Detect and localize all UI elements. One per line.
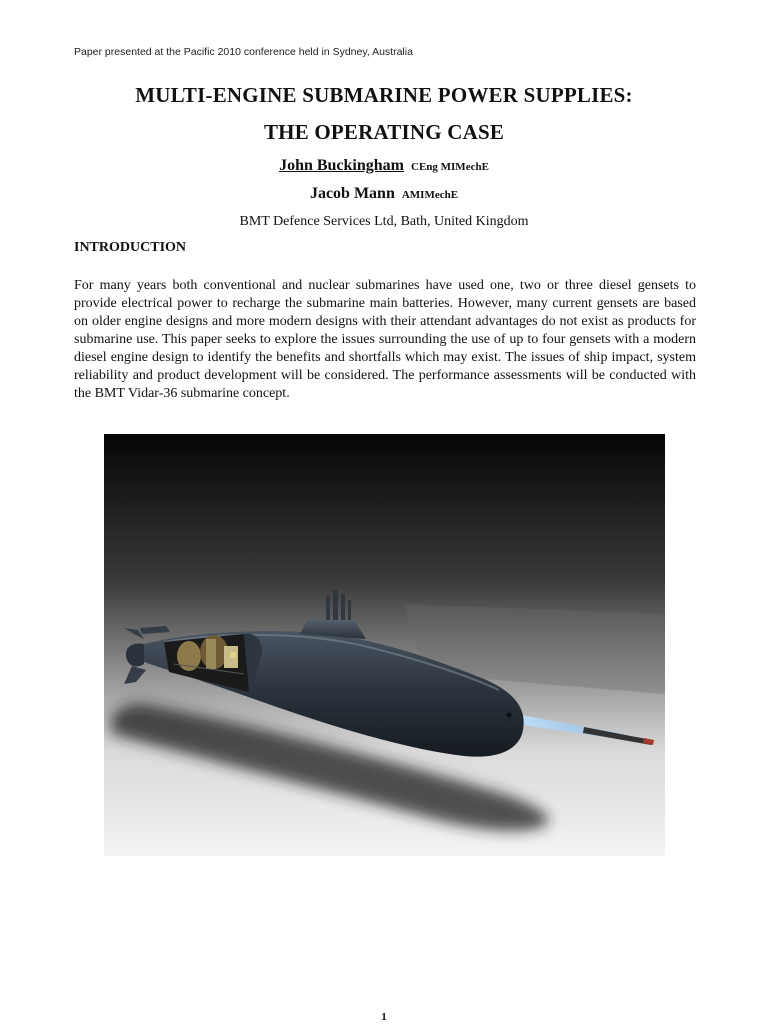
author-1-credentials: CEng MIMechE — [411, 161, 489, 173]
paper-title-line-1: MULTI-ENGINE SUBMARINE POWER SUPPLIES: — [135, 83, 633, 107]
submarine-render-figure — [104, 434, 665, 856]
intro-paragraph: For many years both conventional and nuclear submarines have used one, two or three diesel gensets to provide electrical power to recharge the submarine main batteries. However, many current gensets are based on older engine designs and more modern designs with their attendant advantages do not exist as products for submarine use. This paper seeks to explore the issues surrounding the use of up to four gensets with a modern diesel engine design to identify the benefits and shortfalls which may exist. The issues of ship impact, system reliability and product development will be considered. The performance assessments will be conducted with the BMT Vidar-36 submarine concept. — [74, 278, 696, 401]
header-note: Paper presented at the Pacific 2010 conference held in Sydney, Australia — [74, 46, 413, 58]
page-number: 1 — [381, 1011, 387, 1023]
author-2-credentials: AMIMechE — [401, 189, 459, 201]
paper-title-line-2: THE OPERATING CASE — [263, 120, 505, 144]
author-2 — [0, 185, 768, 203]
torpedo-tube — [507, 713, 512, 718]
author-2-name: Jacob Mann — [309, 185, 395, 202]
author-1-name: John Buckingham — [279, 157, 404, 174]
affiliation: BMT Defence Services Ltd, Bath, United Kingdom — [239, 214, 529, 229]
author-1 — [0, 157, 768, 175]
section-heading: INTRODUCTION — [74, 240, 187, 255]
